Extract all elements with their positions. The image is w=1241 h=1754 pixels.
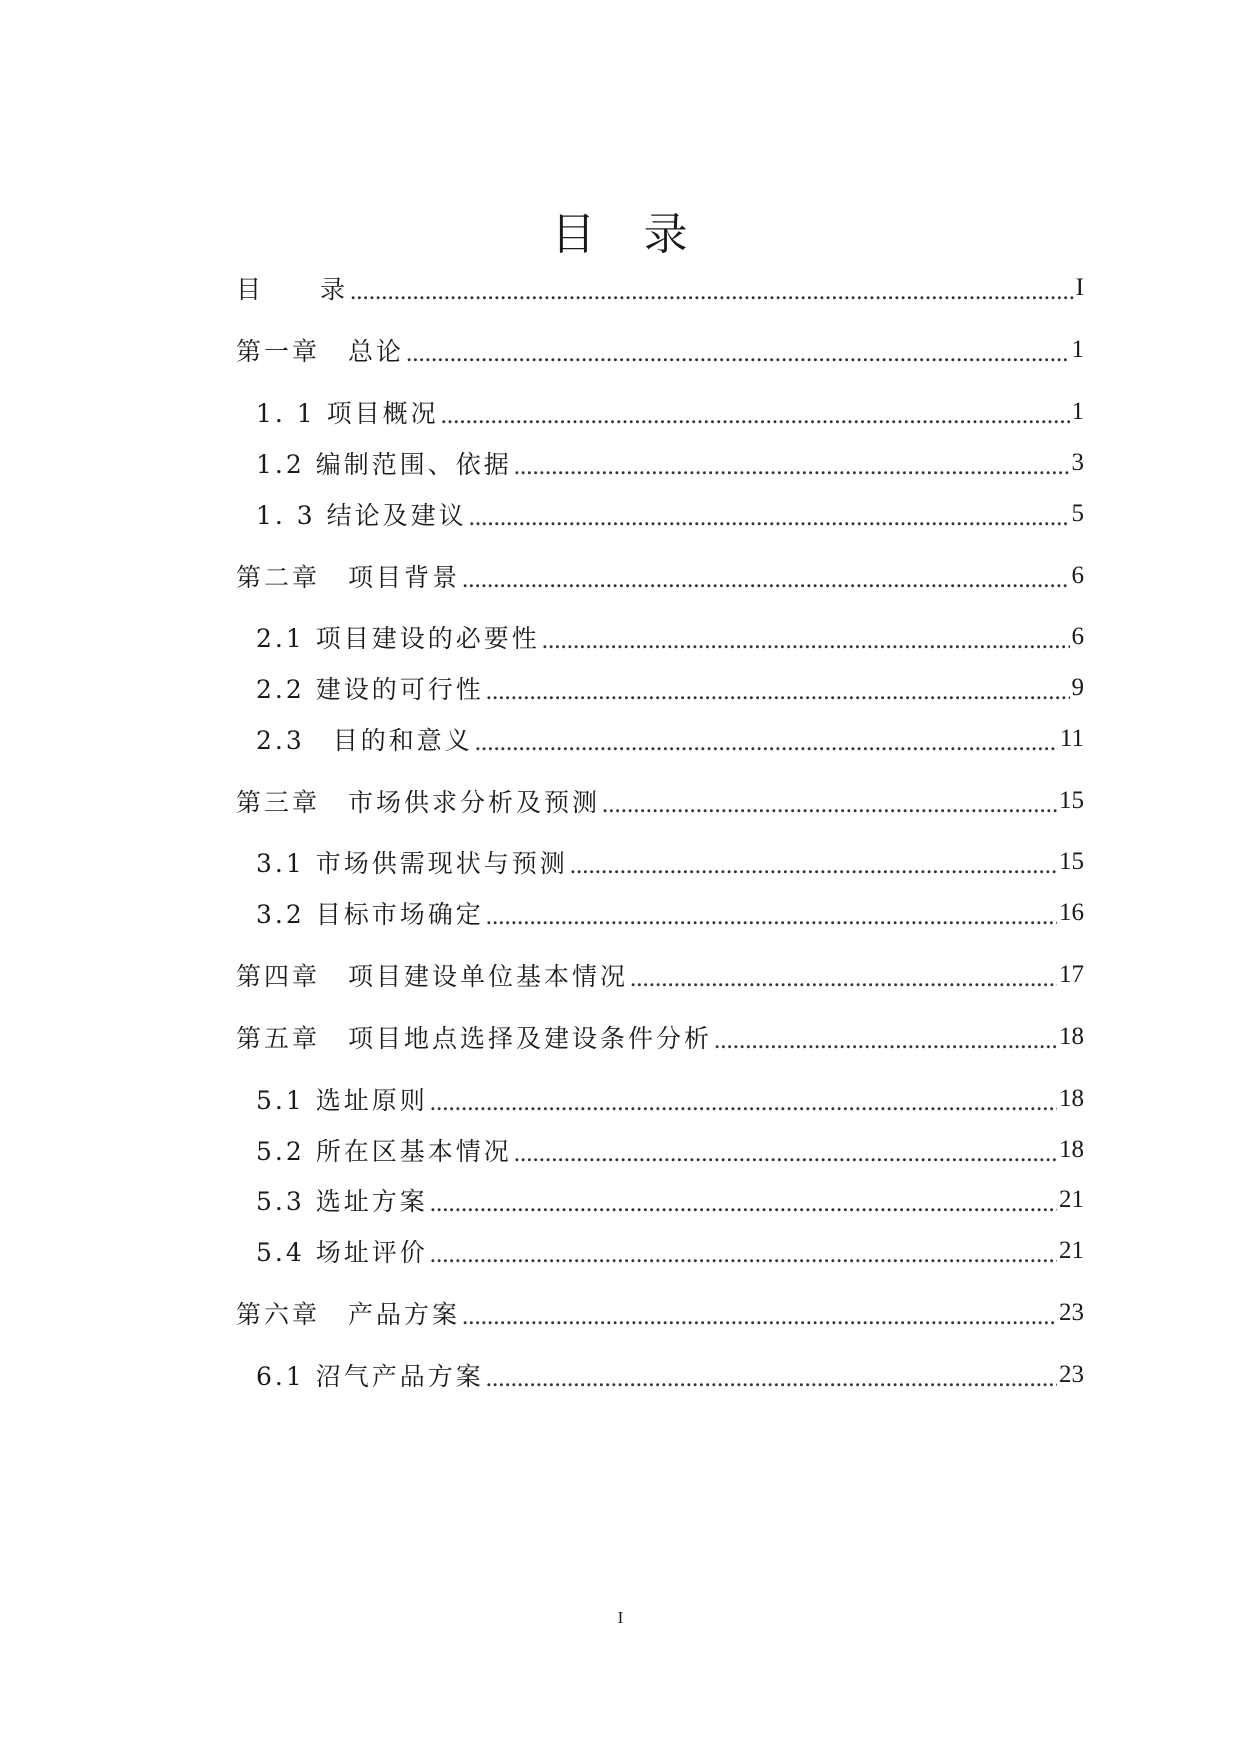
- toc-dot-leader: [462, 566, 1069, 594]
- toc-chapter-entry[interactable]: [236, 955, 1084, 995]
- toc-entry-page: 11: [1059, 725, 1084, 752]
- toc-dot-leader: [542, 627, 1070, 655]
- toc-dot-leader: [602, 791, 1057, 819]
- toc-entry-title: 5.2 所在区基本情况: [256, 1137, 512, 1166]
- toc-section-entry[interactable]: [256, 392, 1084, 432]
- toc-chapter-entry[interactable]: [236, 1017, 1084, 1057]
- toc-entry-title: 5.1 选址原则: [256, 1086, 428, 1115]
- toc-dot-leader: [430, 1089, 1057, 1117]
- toc-section-entry[interactable]: [256, 1231, 1084, 1271]
- toc-entry-title: 5.4 场址评价: [256, 1238, 428, 1267]
- toc-entry-title: 2.1 项目建设的必要性: [256, 624, 540, 653]
- toc-section-entry[interactable]: [256, 1130, 1084, 1170]
- page-number: I: [617, 1608, 624, 1627]
- toc-chapter-entry[interactable]: [236, 268, 1084, 308]
- toc-entry-title: 6.1 沼气产品方案: [256, 1362, 484, 1391]
- toc-entry-title: 第四章 项目建设单位基本情况: [236, 962, 629, 991]
- toc-entry-page: 17: [1059, 961, 1084, 988]
- toc-entry-title: 5.3 选址方案: [256, 1187, 428, 1216]
- toc-entry-page: 15: [1059, 848, 1084, 875]
- toc-section-entry[interactable]: [256, 893, 1084, 933]
- toc-chapter-entry[interactable]: [236, 1293, 1084, 1333]
- toc-entry-page: 1: [1071, 336, 1084, 363]
- toc-section-entry[interactable]: [256, 668, 1084, 708]
- toc-chapter-entry[interactable]: [236, 330, 1084, 370]
- toc-dot-leader: [475, 729, 1058, 757]
- toc-entry-title: 第二章 项目背景: [236, 563, 461, 592]
- toc-section-entry[interactable]: [256, 1180, 1084, 1220]
- toc-dot-leader: [714, 1027, 1057, 1055]
- toc-dot-leader: [441, 402, 1070, 430]
- toc-entry-title: 1.2 编制范围、依据: [256, 450, 512, 479]
- toc-section-entry[interactable]: [256, 494, 1084, 534]
- toc-entry-title: 1. 1 项目概况: [256, 399, 439, 428]
- toc-entry-page: 9: [1071, 674, 1084, 701]
- toc-entry-page: 23: [1059, 1361, 1084, 1388]
- toc-chapter-entry[interactable]: [236, 556, 1084, 596]
- toc-entry-page: 18: [1059, 1023, 1084, 1050]
- toc-entry-page: 5: [1071, 500, 1084, 527]
- toc-section-entry[interactable]: [256, 443, 1084, 483]
- toc-entry-page: 3: [1071, 449, 1084, 476]
- toc-dot-leader: [486, 1365, 1057, 1393]
- page-title: 目 录: [551, 209, 690, 260]
- toc-entry-page: 6: [1071, 562, 1084, 589]
- toc-entry-title: 2.3 目的和意义: [256, 726, 473, 755]
- toc-section-entry[interactable]: [256, 719, 1084, 759]
- toc-entry-title: 目 录: [236, 275, 349, 304]
- toc-dot-leader: [514, 1140, 1057, 1168]
- toc-section-entry[interactable]: [256, 842, 1084, 882]
- toc-entry-page: 18: [1059, 1136, 1084, 1163]
- toc-entry-title: 第六章 产品方案: [236, 1300, 461, 1329]
- toc-dot-leader: [570, 852, 1057, 880]
- toc-dot-leader: [430, 1241, 1057, 1269]
- toc-entry-page: 1: [1071, 398, 1084, 425]
- toc-dot-leader: [430, 1190, 1057, 1218]
- toc-dot-leader: [350, 278, 1074, 306]
- toc-entry-page: 21: [1059, 1186, 1084, 1213]
- toc-entry-page: 16: [1059, 899, 1084, 926]
- toc-entry-page: 15: [1059, 787, 1084, 814]
- toc-entry-title: 第一章 总论: [236, 337, 405, 366]
- toc-chapter-entry[interactable]: [236, 781, 1084, 821]
- toc-dot-leader: [469, 504, 1070, 532]
- toc-dot-leader: [462, 1303, 1057, 1331]
- toc-entry-page: 23: [1059, 1299, 1084, 1326]
- toc-entry-page: 18: [1059, 1085, 1084, 1112]
- toc-entry-page: I: [1075, 274, 1084, 301]
- toc-entry-title: 第五章 项目地点选择及建设条件分析: [236, 1024, 713, 1053]
- toc-dot-leader: [514, 453, 1070, 481]
- toc-section-entry[interactable]: [256, 1355, 1084, 1395]
- toc-entry-page: 6: [1071, 623, 1084, 650]
- toc-entry-title: 第三章 市场供求分析及预测: [236, 788, 601, 817]
- toc-dot-leader: [406, 340, 1069, 368]
- toc-entry-title: 3.1 市场供需现状与预测: [256, 849, 568, 878]
- toc-dot-leader: [486, 678, 1070, 706]
- toc-entry-title: 1. 3 结论及建议: [256, 501, 467, 530]
- toc-section-entry[interactable]: [256, 617, 1084, 657]
- toc-entry-title: 3.2 目标市场确定: [256, 900, 484, 929]
- toc-entry-page: 21: [1059, 1237, 1084, 1264]
- toc-dot-leader: [630, 965, 1057, 993]
- toc-section-entry[interactable]: [256, 1079, 1084, 1119]
- toc-dot-leader: [486, 903, 1057, 931]
- toc-entry-title: 2.2 建设的可行性: [256, 675, 484, 704]
